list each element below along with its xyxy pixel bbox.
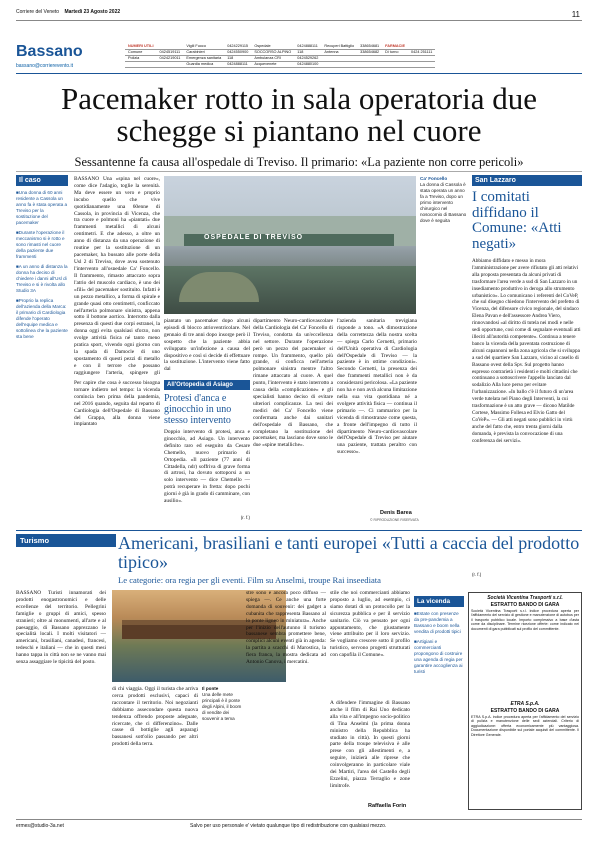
- san-lazzaro-signature: (r. f.): [472, 572, 482, 577]
- caso-item: ■ Durante l'operazione il meccanismo si è rotto e sono rimasti nel cuore della paziente due frammenti: [16, 230, 68, 260]
- phone-label: Polizia: [125, 56, 157, 62]
- caso-box: [16, 175, 68, 344]
- turismo-col3: stre sono e ancora poco diffuso — spiega —. Ce anche una forte domanda di souvenir: dei gadget a cubanita che rappresenta Bassano al lo ponte ligneo in miniatura». Anche per l'inizio dell'autunno il turismo bassanese sembra promettere bene, complici alcuni eventi già in agenda: la partita a scacchi di Marostica, la fiera franca, la mostra dedicata ad Antonio Canova, i mercatini.: [246, 590, 326, 666]
- vicenda-box: [414, 596, 464, 679]
- page-header: [16, 9, 582, 19]
- article-col4: dipartimento Neuro-cardiovascolare della Cardiologia del Ca' Foncello di Treviso, condotta da un'eccellenza nel settore. Durante l'operazione però un pezzo del pacemaker si rompe. Un frammento, quello più grande, si conficca nell'arteria polmonare sinistra mentre l'altro rimane attaccato al cuore. A quel punto, l'intervento è stato interrotto a causa della «complicazione» e gli specialisti hanno deciso di evitare ulteriori complicanze. La tesi dei medici del Ca' Foncello viene confermata anche dai sanitari dell'ospedale di Bassano, che completano la sostituzione del pacemaker, ma lasciano dove sono le due «spine metalliche».: [253, 318, 333, 449]
- phone-number: [408, 62, 435, 68]
- ortopedia-signature: (r. f.): [240, 515, 250, 520]
- ortopedia-tag: All'Ortopedia di Asiago: [164, 380, 250, 390]
- legal-notice: [471, 595, 579, 697]
- article-col1: BASSANO Una «spina nel cuore», come dice l'adagio, toglie la serenità. Ma deve essere un vero e proprio incubo quello che vive quotidianamente una 60enne di Cassola, in provincia di Vicenza, che tra cuore e polmoni ha «piantati» due frammenti metallici di alcuni centimetri. E che adesso, a oltre un anno di distanza da una operazione di routine per la sostituzione di un pacemaker, ha bussato alle porte della Usl 2 di Treviso, dove avea sostenuto l'intervento all'ospedale Ca' Foncello,: [74, 176, 160, 270]
- footer-notice: Salvo per uso personale e' vietato qualunque tipo di redistribuzione con qualsiasi mezzo.: [190, 823, 387, 829]
- turismo-tag: Turismo: [16, 534, 116, 547]
- page-number: 11: [571, 10, 580, 19]
- turismo-author: Raffaella Forin: [368, 803, 407, 809]
- ortopedia-body: Doppio intervento di protesi, anca e ginocchio, ad Asiago. Un intervento definito raro ed eseguito da Cesare Chemello, nuovo primario di Ortopedia. «Il paziente (77 anni di Cittadella, ndr) soffriva di grave forma di artrosi, ha dovuto sottoporsi a un solo intervento — dice Chemello — potrà recuperare in fretta: dopo pochi giorni è già in grado di camminare, con ausilio».: [164, 429, 250, 505]
- hospital-photo: [164, 176, 416, 314]
- phone-number: 0424229115: [224, 44, 251, 50]
- issue-date: Martedì 23 Agosto 2022: [64, 9, 121, 15]
- vicenda-item: ■ Estate con presenze da pre-pandemia a Bassano e boom nella vendita di prodotti tipici: [414, 611, 464, 635]
- turismo-col2: [112, 686, 198, 812]
- phone-number: [157, 62, 184, 68]
- ortopedia-headline: Protesi d'anca e ginocchio in uno stesso intervento: [164, 393, 232, 426]
- phone-label: Ospedale: [251, 44, 294, 50]
- phone-label: [125, 62, 157, 68]
- vicenda-tag: La vicenda: [414, 596, 464, 607]
- phone-label: [321, 62, 357, 68]
- phone-label: Emergenza sanitaria: [183, 56, 224, 62]
- footer-email: ermes@studio-3a.net: [16, 823, 64, 829]
- phone-number: 338654682: [357, 50, 382, 56]
- phone-label: Recuperi Battiglio: [321, 44, 357, 50]
- phone-number: [357, 62, 382, 68]
- turismo-col1: BASSANO Turisti innamorati dei prodotti enogastronomici e delle eccellenze del territorio. Pellegrini famiglie o gruppi di amici, spesso stranieri; oltre ai monumenti, all'arte e al paesaggio, di Bassano apprezzano le specialità locali. I molti visitatori — americani, brasiliani, canadesi, francesi, tedeschi e italiani — che in questi mesi hanno tappa in città non se ne vanno mai senza assaggiare le tipicità del posto.: [16, 590, 106, 666]
- bridge-caption: [202, 686, 242, 722]
- phones-row: [125, 50, 435, 56]
- turismo-subhead: Le categorie: ora regia per gli eventi. Film su Anselmi, troupe Rai inseediata: [118, 575, 381, 585]
- vicenda-item: ■ Artigiani e commercianti propongono di costruire una agenda di regia per garantire accoglienza ai turisti: [414, 639, 464, 675]
- bridge-caption-text: Una delle mete principali è il ponte degli Alpini, il boom di vendite dei souvenir a tema: [202, 692, 242, 721]
- legal-text: ETRA S.p.A. indice procedura aperta per l'affidamento del servizio di pulizia e manutenzione delle sedi aziendali. Criterio di aggiudicazione: offerta economicamente più vantaggiosa. Documentazione disponibile sul portale acquisti del committente. Il Direttore Generale.: [471, 715, 579, 737]
- legal-title: ESTRATTO BANDO DI GARA: [490, 708, 560, 714]
- caso-item: ■ Una donna di 60 anni residente a Cassola un anno fa è stata operata a Treviso per la sostituzione del pacemaker: [16, 190, 68, 226]
- phone-number: 118: [294, 50, 321, 56]
- phone-label: Vigili Fuoco: [183, 44, 224, 50]
- article-author: Denis Barea: [380, 510, 412, 516]
- article-col5: l'azienda sanitaria trevigiana risponde a tono. «A dimostrazione della correttezza della nostra scelta — spiega Carlo Cernetti, primario dell'Unità operativa di Cardiologia dell'Ospedale di Treviso — la paziente è in ottime condizioni». Secondo Cernetti, la presenza dei due frammenti metallici non è da considerarsi pericolosa. «La paziente non ha e non avrà alcuna limitazione nella sua vita quotidiana né a svolgere attività fisica — continua il primario —. Ci rammarico per la vicenda di rimostranze come questa, a fronte dell'impegno di tutto il dipartimento Neuro-cardiovascolare dell'Ospedale di Treviso per aiutare una paziente, trattata peraltro con successo».: [337, 318, 417, 456]
- legal-text: Società Vicentina Trasporti s.r.l. indice procedura aperta per l'affidamento del servizio di gestione e manutenzione di autobus per il trasporto pubblico locale. Importo complessivo a base d'asta come da disciplinare. Termine ricezione offerte: come indicato nei documenti di gara pubblicati sul profilo del committente.: [471, 609, 579, 631]
- phone-number: 0424519111: [157, 50, 184, 56]
- turismo-headline: Americani, brasiliani e tanti europei «Tutti a caccia del prodotto tipico»: [118, 533, 580, 572]
- hospital-sign: OSPEDALE DI TREVISO: [204, 234, 304, 241]
- phone-label: FARMACIE: [382, 44, 408, 50]
- legal-title: ESTRATTO BANDO DI GARA: [490, 602, 560, 608]
- phone-number: 0424219011: [157, 56, 184, 62]
- article-col2: Il frammento, rimasto attaccato sopra l'atrio del muscolo cardiaco, è uno dei «fili» del pacemaker sostituito. Infatti è un pezzo metallico, a forma di spirale e grande quasi otto centimetri, conficcato nell'arteria polmonare sinistra, appena sotto il bottone aortico. Interrotto dalla presenza di questi due corpi estranei, la donna oggi evita qualsiasi sforzo, non svolge attività fisica né tanto meno pratica sport, vivendo ogni giorno con la spada di Damocle di uno spostamento di questi pezzi di metallo e con il terrore che possano raggiungere l'arteria, spingere gli: [74, 273, 160, 376]
- legal-company: ETRA S.p.A.: [510, 701, 540, 707]
- phone-number: 118: [224, 56, 251, 62]
- san-lazzaro-headline: I comitati diffidano il Comune: «Atti negati»: [472, 189, 562, 252]
- photo-caption: [420, 176, 468, 224]
- phone-number: 0424888111: [294, 44, 321, 50]
- caption-title: Ca' Foncello: [420, 176, 448, 181]
- section-title: Bassano: [16, 43, 83, 60]
- caso-title: Il caso: [16, 175, 68, 186]
- article-col3: piantato un pacemaker dopo alcuni episodi di blocco atrioventricolare. Nel gennaio di tre anni dopo insorge però il sospetto che la paziente abbia sviluppato un'infezione a causa del dispositivo e così si decide di effettuare la sostituzione. L'intervento viene fatto dal: [164, 318, 250, 373]
- phone-label: NUMERI UTILI: [125, 44, 157, 50]
- article-col2b: Per capire che cosa è successo bisogna tornare indietro nel tempo: la vicenda comincia ben prima della pandemia, nel 2016 quando, seguita dal reparto di Cardiologia dell'Ospedale di Bassano del Grappa, alla donna viene impiantato: [74, 380, 160, 428]
- phone-label: Carabinieri: [183, 50, 224, 56]
- article-copyright: © RIPRODUZIONE RISERVATA: [370, 518, 419, 522]
- turismo-col4: stile che noi commercianti abbiamo proposto a luglio, ad esempio, ci siamo dotati di un protocollo per la sicurezza pubblica e per il servizio sanitario. Ciò va pensato per ogni appuntamento, che giustamente viene attribuito per il loro servizio. Se vogliamo crescere sotto il profilo turistico, servono progetti strutturati con capofila il Comune».: [330, 590, 410, 659]
- ortopedia-box: [164, 380, 250, 520]
- main-headline: Pacemaker rotto in sala operatoria due schegge si piantano nel cuore: [61, 81, 537, 148]
- phone-number: 0424550900: [224, 50, 251, 56]
- phone-label: Ambulanza CRI: [251, 56, 294, 62]
- phone-number: 0424888111: [224, 62, 251, 68]
- phones-row: [125, 62, 435, 68]
- phone-number: 0424880100: [294, 62, 321, 68]
- san-lazzaro-body: Abbiamo diffidato e messo in mora l'amministrazione per avere rifiutato gli atti relativi alla proposta presentata da alcuni privati di trasformare l'area verde a sud di San Lazzaro in un insediamento produttivo in deroga allo strumento urbanistico». Lo comunicano i referenti del CoVeP, che sul disegno chiedono l'intervento del prefetto di Vicenza, del difensore civico regionale, del sindaco Elena Pavan e dell'assessore Andrea Viero, rinnovandosi «al diritto di tutela nei modi e nelle sedi opportune, così come di segnalare eventuali atti illeciti all'autorità competente». Continua a tenere banco la vicenda della paventata costruzione di alcuni capannoni nella zona agricola che si sviluppa a sud del quartiere San Lazzaro, vicino al casello di Bassano ovest della Spv. Sul progetto hanno espresso contrarietà i residenti e molti cittadini che continuano a sottoscrivere l'appello lanciato dal sodalizio Alla luce perso per evitare l'urbanizzazione. «In ballo c'è il futuro di un'area verde tutelata nel Piano degli Interventi, la cui trasformazione è un atto grave — dicono Matilde Cortese, Massimo Follesa ed Elvio Gatto del CoVeP». — Gli atti negati sono pubblici in virtù anche del fatto che, entro trenta giorni dalla domanda, è prevista la convocazione di una conferenza dei servizi».: [472, 258, 581, 444]
- caso-item: ■ Proprio la replica dell'azienda della Marca: il primario di Cardiologia difende l'operato dell'equipe medica e sottolinea che la paziente sta bene: [16, 298, 68, 340]
- phone-label: Di turno: [382, 50, 408, 56]
- phones-table: [125, 44, 435, 68]
- phone-label: SOCCORSO ALPINO: [251, 50, 294, 56]
- san-lazzaro-box: [472, 175, 582, 577]
- turismo-col2-text: di chi viaggia. Oggi il turista che arriva cerca prodotti esclusivi, capaci di raccontare il territorio. Noi negozianti dobbiamo assecondare questa nuova tendenza offrendo proposte adeguate, ricercate, che ci differenzino». Dalle casse di bottiglie agli asparagi bassanesi sott'olio passando per altri prodotti della terra.: [112, 686, 198, 748]
- phone-label: Comune: [125, 50, 157, 56]
- phone-number: 0424 251111: [408, 50, 435, 56]
- phone-label: Acquevenete: [251, 62, 294, 68]
- caso-item: ■ A un anno di distanza la donna ha deciso di chiedere i danni all'Usl di Treviso e si è rivolta allo Studio 3A: [16, 264, 68, 294]
- phone-label: Antenna: [321, 50, 357, 56]
- phone-label: [382, 62, 408, 68]
- turismo-col5: A difendere l'immagine di Bassano anche il film di Rai Uno dedicato alla vita e all'impegno socio-politico di Tina Anselmi (la prima donna ministro della Repubblica ha studiato in città). In questi giorni parte della troupe televisiva è alle prese con gli allestimenti e, a seguire, inizierà alle riprese che coinvolgeranno in particolare viale dei Martiri, l'area del Castello degli Ezzelini, piazza Terraglio e zone limitrofe.: [330, 700, 410, 789]
- bridge-caption-title: Il ponte: [202, 686, 219, 691]
- legal-notices: [468, 592, 582, 810]
- legal-company: Società Vicentina Trasporti s.r.l.: [487, 595, 563, 601]
- phone-number: 338654681: [357, 44, 382, 50]
- section-email[interactable]: bassano@corrierevento.it: [16, 63, 74, 69]
- san-lazzaro-tag: San Lazzaro: [472, 175, 582, 186]
- legal-notice: [471, 701, 579, 803]
- main-subhead: Sessantenne fa causa all'ospedale di Treviso. Il primario: «La paziente non corre pericoli»: [74, 155, 524, 169]
- phone-number: 0424529262: [294, 56, 321, 62]
- newspaper-name: Corriere del Veneto: [16, 9, 60, 15]
- phone-label: Guardia medica: [183, 62, 224, 68]
- caption-text: La donna di Cassola è stata operata un anno fa a Treviso, dopo un primo intervento chirurgico nel nosocomio di Bassano dove è seguita: [420, 182, 467, 223]
- useful-numbers: [125, 44, 435, 68]
